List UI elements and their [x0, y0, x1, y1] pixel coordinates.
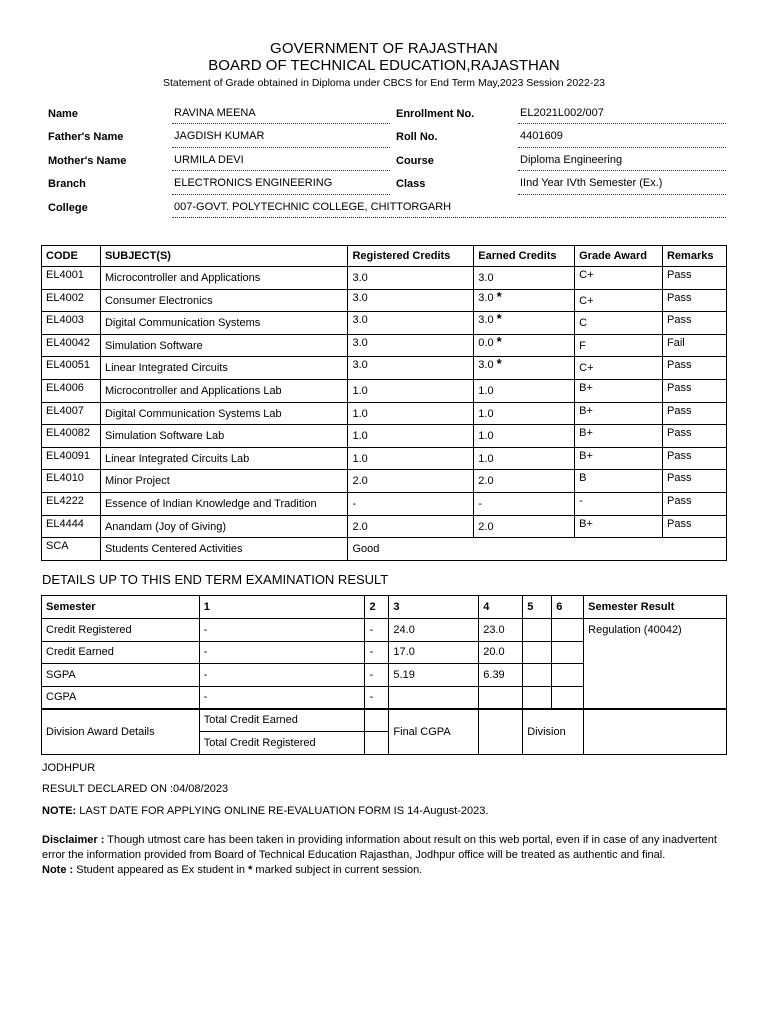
- note2-text-post: marked subject in current session.: [252, 864, 423, 876]
- division-label: Division: [523, 709, 584, 754]
- final-cgpa-value: [479, 709, 523, 754]
- subject-code: EL40042: [42, 334, 101, 357]
- document-header: [0, 40, 768, 90]
- subject-code: EL4444: [42, 515, 101, 538]
- table-row: [42, 492, 727, 515]
- table-row: [42, 470, 727, 493]
- grade-award: B+: [575, 379, 663, 402]
- grade-award: B+: [575, 515, 663, 538]
- sem-3-value: 5.19: [389, 664, 479, 687]
- sem-6-value: [552, 641, 584, 664]
- earned-credits-cell: [474, 334, 575, 357]
- subject-name: Microcontroller and Applications: [100, 267, 348, 290]
- subject-name: Digital Communication Systems Lab: [100, 402, 348, 425]
- info-row-college: [42, 195, 726, 218]
- earned-credits: 1.0: [478, 384, 494, 397]
- ex-student-marker: *: [496, 311, 502, 327]
- enrollment-value: EL2021L002/007: [520, 107, 604, 119]
- info-row-mother: [42, 148, 726, 171]
- registered-credits: 2.0: [348, 470, 474, 493]
- col-subjects: SUBJECT(S): [100, 246, 348, 267]
- subject-name: Simulation Software Lab: [100, 425, 348, 448]
- table-row: [42, 379, 727, 402]
- row-label: Credit Earned: [42, 641, 200, 664]
- remarks: Pass: [662, 425, 726, 448]
- government-title: GOVERNMENT OF RAJASTHAN: [270, 40, 498, 57]
- registered-credits: 1.0: [348, 425, 474, 448]
- student-info: [42, 101, 726, 218]
- sem-5-value: [523, 686, 552, 709]
- col-code: CODE: [42, 246, 101, 267]
- grade-award: B+: [575, 425, 663, 448]
- division-award-label: Division Award Details: [42, 709, 200, 754]
- col-grade-award: Grade Award: [575, 246, 663, 267]
- earned-credits: 1.0: [478, 407, 494, 420]
- roll-label: Roll No.: [396, 131, 438, 144]
- mother-value: URMILA DEVI: [174, 153, 244, 166]
- sca-code: SCA: [42, 538, 101, 561]
- subject-code: EL4003: [42, 312, 101, 335]
- subject-name: Linear Integrated Circuits: [100, 357, 348, 380]
- re-evaluation-note: [42, 805, 488, 817]
- sem-5-value: [523, 664, 552, 687]
- table-row: [42, 289, 727, 312]
- remarks: Pass: [662, 267, 726, 290]
- name-value: RAVINA MEENA: [174, 107, 256, 119]
- row-label: Credit Registered: [42, 619, 200, 642]
- sem-2-value: -: [365, 619, 389, 642]
- remarks: Pass: [662, 447, 726, 470]
- grade-award: C+: [575, 289, 663, 312]
- earned-credits-cell: [474, 425, 575, 448]
- earned-credits-cell: [474, 357, 575, 380]
- subject-code: EL4006: [42, 379, 101, 402]
- earned-credits: 1.0: [478, 452, 494, 465]
- registered-credits: 3.0: [348, 312, 474, 335]
- remarks: Pass: [662, 492, 726, 515]
- subject-code: EL4010: [42, 470, 101, 493]
- earned-credits: 1.0: [478, 430, 494, 443]
- subject-name: Linear Integrated Circuits Lab: [100, 447, 348, 470]
- col-semester-result: Semester Result: [584, 596, 727, 619]
- grade-award: C+: [575, 267, 663, 290]
- earned-credits-cell: [474, 289, 575, 312]
- sem-6-value: [552, 619, 584, 642]
- total-credit-earned-value: [365, 709, 389, 732]
- remarks: Pass: [662, 470, 726, 493]
- subject-code: EL4007: [42, 402, 101, 425]
- class-value: IInd Year IVth Semester (Ex.): [520, 177, 663, 190]
- subject-code: EL40082: [42, 425, 101, 448]
- sem-1-value: -: [199, 664, 365, 687]
- remarks: Pass: [662, 379, 726, 402]
- grade-award: B+: [575, 402, 663, 425]
- sem-5-value: [523, 619, 552, 642]
- note2-star: *: [248, 864, 253, 876]
- registered-credits: 3.0: [348, 334, 474, 357]
- info-row-name: [42, 101, 726, 124]
- subject-name: Minor Project: [100, 470, 348, 493]
- ex-student-marker: *: [496, 333, 502, 349]
- subject-name: Consumer Electronics: [100, 289, 348, 312]
- registered-credits: 1.0: [348, 447, 474, 470]
- mother-label: Mother's Name: [48, 154, 127, 167]
- sem-4-value: 6.39: [479, 664, 523, 687]
- row-label: CGPA: [42, 686, 200, 709]
- registered-credits: 2.0: [348, 515, 474, 538]
- table-row: [42, 447, 727, 470]
- table-row: [42, 515, 727, 538]
- subject-name: Anandam (Joy of Giving): [100, 515, 348, 538]
- disclaimer-text: Though utmost care has been taken in providing information about result on this web portal, even if in case of any inadvertent error the information provided from Board of Technical Education Rajasthan, Jodhpur office will be treated as authentic and final.: [42, 834, 717, 861]
- subject-name: Essence of Indian Knowledge and Tradition: [100, 492, 348, 515]
- father-label: Father's Name: [48, 131, 124, 144]
- subject-code: EL40091: [42, 447, 101, 470]
- sem-5-value: [523, 641, 552, 664]
- remarks: Pass: [662, 289, 726, 312]
- registered-credits: 3.0: [348, 267, 474, 290]
- semester-result: Regulation (40042): [584, 619, 727, 709]
- branch-label: Branch: [48, 178, 86, 191]
- grade-award: C: [575, 312, 663, 335]
- statement-subtitle: Statement of Grade obtained in Diploma under CBCS for End Term May,2023 Session 2022-23: [162, 77, 606, 89]
- total-credit-registered-value: [365, 731, 389, 754]
- subject-name: Microcontroller and Applications Lab: [100, 379, 348, 402]
- subject-code: EL40051: [42, 357, 101, 380]
- grade-award: B: [575, 470, 663, 493]
- earned-credits: 3.0: [478, 359, 494, 372]
- sem-4-value: 20.0: [479, 641, 523, 664]
- sem-4-value: [479, 686, 523, 709]
- roll-value: 4401609: [520, 130, 563, 143]
- sem-6-value: [552, 664, 584, 687]
- father-value: JAGDISH KUMAR: [174, 130, 265, 143]
- sem-2-value: -: [365, 686, 389, 709]
- total-credit-earned-label: Total Credit Earned: [199, 709, 365, 732]
- note2-label: Note :: [42, 864, 74, 876]
- remarks: Pass: [662, 312, 726, 335]
- table-row: [42, 312, 727, 335]
- earned-credits: 0.0: [478, 336, 494, 349]
- sem-1-value: -: [199, 641, 365, 664]
- note2-text-pre: Student appeared as Ex student in: [73, 864, 249, 876]
- sem-6-value: [552, 686, 584, 709]
- sem-1-value: -: [199, 686, 365, 709]
- semester-details-table: [41, 595, 727, 755]
- name-label: Name: [48, 108, 78, 120]
- earned-credits-cell: [474, 447, 575, 470]
- sca-value: Good: [348, 538, 727, 561]
- col-sem-4: 4: [479, 596, 523, 619]
- division-value: [584, 709, 727, 754]
- sem-3-value: 24.0: [389, 619, 479, 642]
- result-declared: RESULT DECLARED ON :04/08/2023: [42, 783, 229, 795]
- earned-credits-cell: [474, 470, 575, 493]
- earned-credits: 2.0: [478, 475, 494, 488]
- col-remarks: Remarks: [662, 246, 726, 267]
- subject-code: EL4222: [42, 492, 101, 515]
- divider: [172, 217, 726, 218]
- earned-credits-cell: [474, 379, 575, 402]
- registered-credits: -: [348, 492, 474, 515]
- grade-award: F: [575, 334, 663, 357]
- col-sem-1: 1: [199, 596, 365, 619]
- table-row: [42, 357, 727, 380]
- earned-credits-cell: [474, 312, 575, 335]
- college-label: College: [48, 201, 88, 214]
- disclaimer-label: Disclaimer :: [42, 834, 105, 846]
- col-semester: Semester: [42, 596, 200, 619]
- sem-1-value: -: [199, 619, 365, 642]
- enrollment-label: Enrollment No.: [396, 108, 475, 120]
- col-sem-3: 3: [389, 596, 479, 619]
- place: JODHPUR: [42, 762, 96, 774]
- subjects-table: [41, 245, 727, 561]
- earned-credits-cell: [474, 402, 575, 425]
- earned-credits: 3.0: [478, 291, 494, 304]
- table-row: [42, 619, 727, 642]
- info-row-branch: [42, 171, 726, 194]
- note-text: LAST DATE FOR APPLYING ONLINE RE-EVALUATION FORM IS 14-August-2023.: [76, 805, 489, 817]
- table-row: [42, 425, 727, 448]
- earned-credits-cell: [474, 515, 575, 538]
- earned-credits: -: [478, 497, 482, 510]
- registered-credits: 3.0: [348, 289, 474, 312]
- earned-credits-cell: [474, 267, 575, 290]
- final-cgpa-label: Final CGPA: [389, 709, 479, 754]
- earned-credits: 2.0: [478, 520, 494, 533]
- remarks: Fail: [662, 334, 726, 357]
- subject-name: Digital Communication Systems: [100, 312, 348, 335]
- subject-name: Simulation Software: [100, 334, 348, 357]
- sem-2-value: -: [365, 664, 389, 687]
- course-value: Diploma Engineering: [520, 153, 623, 166]
- class-label: Class: [396, 178, 426, 191]
- registered-credits: 1.0: [348, 402, 474, 425]
- table-row: [42, 334, 727, 357]
- remarks: Pass: [662, 402, 726, 425]
- earned-credits: 3.0: [478, 272, 494, 284]
- remarks: Pass: [662, 357, 726, 380]
- grade-award: B+: [575, 447, 663, 470]
- course-label: Course: [396, 154, 434, 167]
- col-registered-credits: Registered Credits: [348, 246, 474, 267]
- note-label: NOTE:: [42, 805, 77, 817]
- row-label: SGPA: [42, 664, 200, 687]
- grade-award: C+: [575, 357, 663, 380]
- info-row-father: [42, 124, 726, 147]
- earned-credits-cell: [474, 492, 575, 515]
- sca-subject: Students Centered Activities: [100, 538, 348, 561]
- subject-code: EL4002: [42, 289, 101, 312]
- table-row: [42, 267, 727, 290]
- registered-credits: 3.0: [348, 357, 474, 380]
- ex-student-marker: *: [496, 288, 502, 304]
- col-sem-2: 2: [365, 596, 389, 619]
- sem-4-value: 23.0: [479, 619, 523, 642]
- registered-credits: 1.0: [348, 379, 474, 402]
- col-earned-credits: Earned Credits: [474, 246, 575, 267]
- division-row: [42, 709, 727, 732]
- remarks: Pass: [662, 515, 726, 538]
- college-value: 007-GOVT. POLYTECHNIC COLLEGE, CHITTORGARH: [174, 200, 452, 213]
- table-row: [42, 402, 727, 425]
- details-header-row: [42, 596, 727, 619]
- disclaimer: [42, 833, 732, 878]
- earned-credits: 3.0: [478, 314, 494, 327]
- sca-row: [42, 538, 727, 561]
- total-credit-registered-label: Total Credit Registered: [199, 731, 365, 754]
- sem-2-value: -: [365, 641, 389, 664]
- branch-value: ELECTRONICS ENGINEERING: [174, 177, 333, 190]
- col-sem-5: 5: [523, 596, 552, 619]
- sem-3-value: [389, 686, 479, 709]
- board-title: BOARD OF TECHNICAL EDUCATION,RAJASTHAN: [208, 57, 560, 74]
- details-title: DETAILS UP TO THIS END TERM EXAMINATION RESULT: [42, 572, 389, 587]
- ex-student-marker: *: [496, 356, 502, 372]
- col-sem-6: 6: [552, 596, 584, 619]
- subjects-header-row: [42, 246, 727, 267]
- grade-award: -: [575, 492, 663, 515]
- sem-3-value: 17.0: [389, 641, 479, 664]
- subject-code: EL4001: [42, 267, 101, 290]
